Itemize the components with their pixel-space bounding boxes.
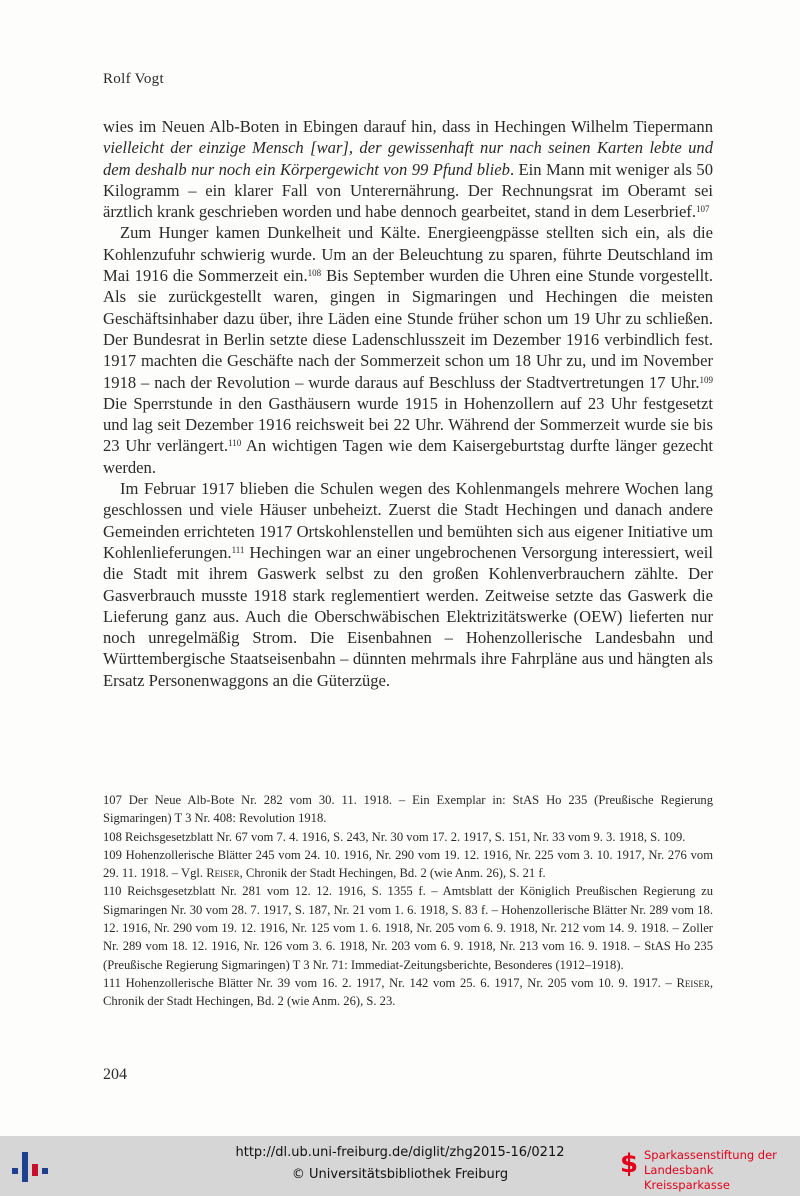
- footnote-ref-108[interactable]: 108: [307, 268, 322, 279]
- running-head: Rolf Vogt: [103, 71, 164, 87]
- viewer-footer: [0, 1136, 800, 1196]
- logo-block: [42, 1168, 48, 1174]
- body-text: [103, 116, 713, 691]
- copyright-text: © Universitätsbibliothek Freiburg: [291, 1167, 509, 1182]
- paragraph-3: Im Februar 1917 blieben die Schulen wegen des Kohlenmangels mehrere Wochen lang geschlossen und viele Häuser unbeheizt. Zuerst die Stadt Hechingen und danach andere Gemeinden errichteten 1917 Ortskohlenstellen und bemühten sich aus eigener Initiative um Kohlenlieferungen.$^{111}$ Hechingen war an einer ungebrochenen Versorgung interessiert, weil die Stadt mit ihrem Gaswerk selbst zu den großen Kohlenverbrauchern zählte. Der Gasverbrauch musste 1918 stark reglementiert werden. Zeitweise setzte das Gaswerk die Lieferung ganz aus. Auch die Oberschwäbischen Elektrizitätswerke (OEW) lieferten nur noch unregelmäßig Strom. Die Eisenbahnen – Hohenzollerische Landesbahn und Württembergische Staatseisenbahn – dünnten mehrmals ihre Fahrpläne aus und hängten als Ersatz Personenwaggons an die Güterzüge.: [103, 479, 713, 690]
- logo-block: [22, 1152, 28, 1182]
- paragraph-1: wies im Neuen Alb-Boten in Ebingen darauf hin, dass in Hechingen Wilhelm Tiepermann vielleicht der einzige Mensch [war], der gewissenhaft nur nach seinen Karten lebte und dem deshalb nur noch ein Körpergewicht von 99 Pfund blieb. Ein Mann mit weniger als 50 Kilogramm – ein klarer Fall von Unterernährung. Der Rechnungsrat im Oberamt sei ärztlich krank geschrieben worden und habe dennoch gearbeitet, stand in dem Leserbrief.$^{107}$: [103, 117, 713, 222]
- footnote-ref-110[interactable]: 110: [228, 438, 242, 449]
- logo-block: [32, 1164, 38, 1176]
- footnote-ref-109[interactable]: 109: [699, 374, 713, 385]
- author-name: Reiser: [676, 975, 710, 990]
- footnote-107: 107 Der Neue Alb-Bote Nr. 282 vom 30. 11. 1918. – Ein Exemplar in: StAS Ho 235 (Preußische Regierung Sigmaringen) T 3 Nr. 408: Revolution 1918.: [103, 793, 713, 826]
- author-name: Reiser: [206, 866, 240, 881]
- footnote-109: 109 Hohenzollerische Blätter 245 vom 24. 10. 1916, Nr. 290 vom 19. 12. 1916, Nr. 225 vom 3. 10. 1917, Nr. 276 vom 29. 11. 1918. – Vgl. Reiser, Chronik der Stadt Hechingen, Bd. 2 (wie Anm. 26), S. 21 f.: [103, 847, 713, 881]
- page-number: 204: [103, 1066, 127, 1083]
- footnote-111: 111 Hohenzollerische Blätter Nr. 39 vom 16. 2. 1917, Nr. 142 vom 25. 6. 1917, Nr. 205 vom 10. 9. 1917. – Reiser, Chronik der Stadt Hechingen, Bd. 2 (wie Anm. 26), S. 23.: [103, 975, 713, 1009]
- footnotes: [103, 791, 713, 1011]
- permalink-url[interactable]: http://dl.ub.uni-freiburg.de/diglit/zhg2015-16/0212: [235, 1145, 565, 1160]
- footnote-ref-107[interactable]: 107: [695, 204, 710, 215]
- sparkasse-sponsor[interactable]: [620, 1148, 796, 1192]
- ub-freiburg-logo-icon[interactable]: [10, 1146, 50, 1186]
- footnote-108: 108 Reichsgesetzblatt Nr. 67 vom 7. 4. 1916, S. 243, Nr. 30 vom 17. 2. 1917, S. 151, Nr. 33 vom 9. 3. 1918, S. 109.: [103, 829, 686, 844]
- sparkasse-logo-icon: $: [620, 1149, 639, 1179]
- logo-block: [12, 1168, 18, 1174]
- footnote-ref-111[interactable]: 111: [231, 544, 245, 555]
- footer-center: [180, 1142, 620, 1186]
- sponsor-text: Sparkassenstiftung der Landesbank Kreissparkasse: [644, 1148, 777, 1192]
- paragraph-2: Zum Hunger kamen Dunkelheit und Kälte. Energieengpässe stellten sich ein, als die Kohlenzufuhr schwierig wurde. Um an der Beleuchtung zu sparen, führte Deutschland im Mai 1916 die Sommerzeit ein.$^{108}$ Bis September wurden die Uhren eine Stunde vorgestellt. Als sie zurückgestellt waren, gingen in Sigmaringen und Hechingen die meisten Geschäftsinhaber dazu über, ihre Läden eine Stunde früher schon um 19 Uhr zu schließen. Der Bundesrat in Berlin setzte diese Ladenschlusszeit im Dezember 1916 verbindlich fest. 1917 machten die Geschäfte nach der Sommerzeit schon um 18 Uhr zu, und im November 1918 – nach der Revolution – wurde daraus auf Beschluss der Stadtvertretungen 17 Uhr.$^{109}$ Die Sperrstunde in den Gasthäusern wurde 1915 in Hohenzollern auf 23 Uhr festgesetzt und lag seit Dezember 1916 reichsweit bei 22 Uhr. Während der Sommerzeit wurde sie bis 23 Uhr verlängert.$^{110}$ An wichtigen Tagen wie dem Kaisergeburtstag durfte länger gezecht werden.: [103, 223, 713, 477]
- quote-italic: vielleicht der einzige Mensch [war], der gewissenhaft nur nach seinen Karten lebte und dem deshalb nur noch ein Körpergewicht von 99 Pfund blieb: [103, 138, 713, 179]
- footnote-110: 110 Reichsgesetzblatt Nr. 281 vom 12. 12. 1916, S. 1355 f. – Amtsblatt der Königlich Preußischen Regierung zu Sigmaringen Nr. 30 vom 28. 7. 1917, S. 187, Nr. 21 vom 1. 6. 1918, S. 83 f. – Hohenzollerische Blätter Nr. 289 vom 18. 12. 1916, Nr. 290 vom 19. 12. 1916, Nr. 125 vom 1. 6. 1918, Nr. 205 vom 6. 9. 1918, Nr. 212 vom 14. 9. 1918. – Zoller Nr. 289 vom 18. 12. 1916, Nr. 126 vom 3. 6. 1918, Nr. 203 vom 6. 9. 1918, Nr. 213 vom 16. 9. 1918. – StAS Ho 235 (Preußische Regierung Sigmaringen) T 3 Nr. 71: Immediat-Zeitungsberichte, Besonderes (1912–1918).: [103, 884, 713, 972]
